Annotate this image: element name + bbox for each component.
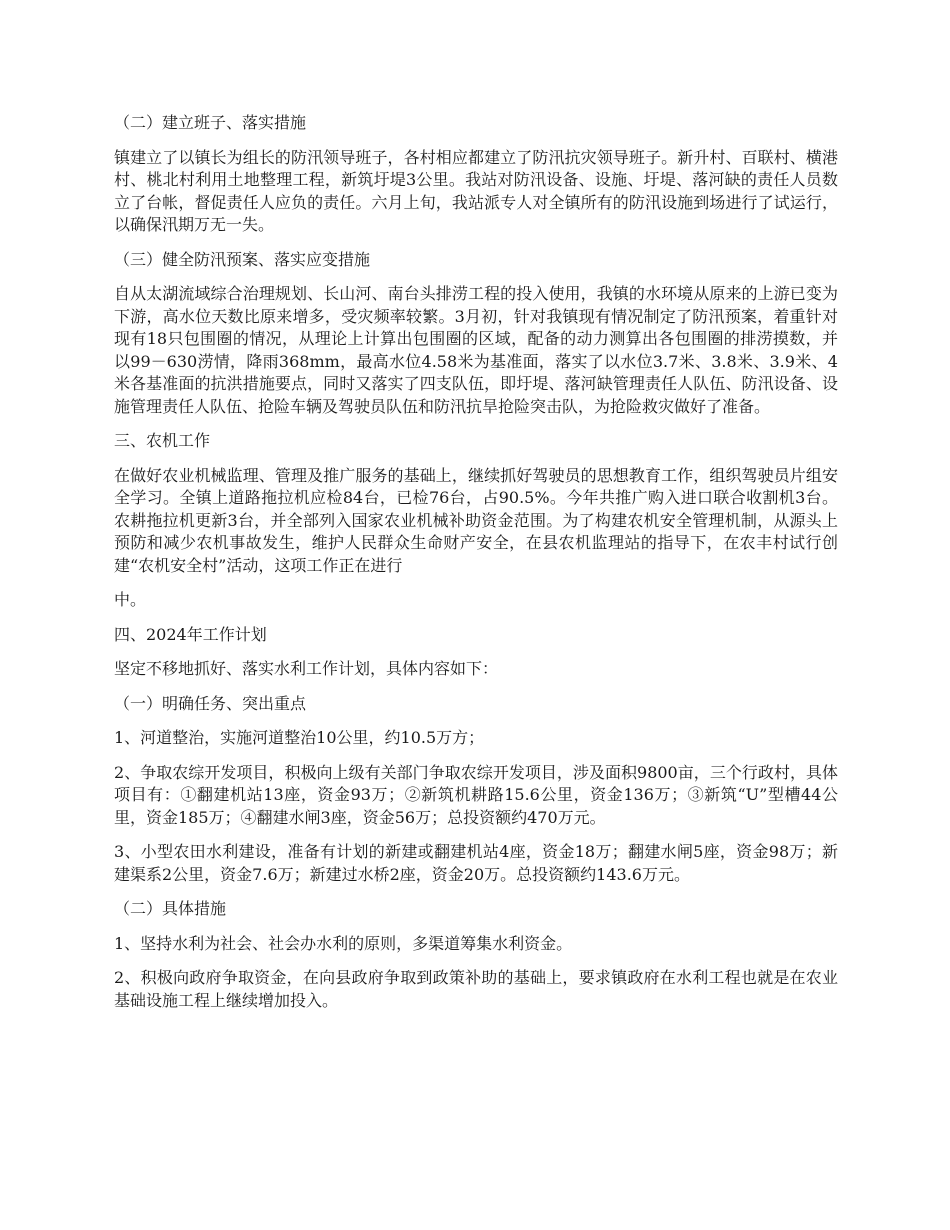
section-heading: 三、农机工作: [114, 431, 211, 450]
body-paragraph: 自从太湖流域综合治理规划、长山河、南台头排涝工程的投入使用，我镇的水环境从原来的上游已变为下游，高水位天数比原来增多，受灾频率较繁。3月初，针对我镇现有情况制定了防汛预案，着重针对现有18只包围圈的情况，从理论上计算出包围圈的区域，配备的动力测算出各包围圈的排涝摸数，并以99－630涝情，降雨368mm，最高水位4.58米为基准面，落实了以水位3.7米、3.8米、3.9米、4米各基准面的抗洪措施要点，同时又落实了四支队伍，即圩堤、落河缺管理责任人队伍、防汛设备、设施管理责任人队伍、抢险车辆及驾驶员队伍和防汛抗旱抢险突击队，为抢险救灾做好了准备。: [114, 284, 838, 416]
section-heading: 四、2024年工作计划: [114, 624, 267, 644]
body-paragraph: 镇建立了以镇长为组长的防汛领导班子，各村相应都建立了防汛抗灾领导班子。新升村、百联村、横港村、桃北村利用土地整理工程，新筑圩堤3公里。我站对防汛设备、设施、圩堤、落河缺的责任人员数立了台帐，督促责任人应负的责任。六月上旬，我站派专人对全镇所有的防汛设施到场进行了试运行，以确保汛期万无一失。: [114, 147, 838, 234]
body-paragraph: 在做好农业机械监理、管理及推广服务的基础上，继续抓好驾驶员的思想教育工作，组织驾驶员片组安全学习。全镇上道路拖拉机应检84台，已检76台，占90.5%。今年共推广购入进口联合收割机3台。农耕拖拉机更新3台，并全部列入国家农业机械补助资金范围。为了构建农机安全管理机制，从源头上预防和减少农机事故发生，维护人民群众生命财产安全，在县农机监理站的指导下，在农丰村试行创建“农机安全村”活动，这项工作正在进行: [114, 465, 838, 575]
section-heading: （三）健全防汛预案、落实应变措施: [114, 249, 371, 269]
body-paragraph: 中。: [114, 590, 147, 609]
list-item: 2、积极向政府争取资金，在向县政府争取到政策补助的基础上，要求镇政府在水利工程也就是在农业基础设施工程上继续增加投入。: [114, 968, 838, 1010]
section-heading: （二）建立班子、落实措施: [114, 113, 307, 132]
list-item: 1、河道整治，实施河道整治10公里，约10.5万方；: [114, 728, 485, 747]
section-heading: （一）明确任务、突出重点: [114, 693, 307, 713]
list-item: 3、小型农田水利建设，准备有计划的新建或翻建机站4座，资金18万；翻建水闸5座，资金98万；新建渠系2公里，资金7.6万；新建过水桥2座，资金20万。总投资额约143.6万元。: [114, 842, 838, 884]
body-paragraph: 坚定不移地抓好、落实水利工作计划，具体内容如下：: [114, 659, 499, 678]
document-page: [114, 112, 838, 1024]
list-item: 2、争取农综开发项目，积极向上级有关部门争取农综开发项目，涉及面积9800亩，三个行政村，具体项目有：①翻建机站13座，资金93万；②新筑机耕路15.6公里，资金136万；③新筑“U”型槽44公里，资金185万；④翻建水闸3座，资金56万；总投资额约470万元。: [114, 762, 838, 827]
section-heading: （二）具体措施: [114, 899, 227, 918]
list-item: 1、坚持水利为社会、社会办水利的原则，多渠道筹集水利资金。: [114, 933, 573, 953]
